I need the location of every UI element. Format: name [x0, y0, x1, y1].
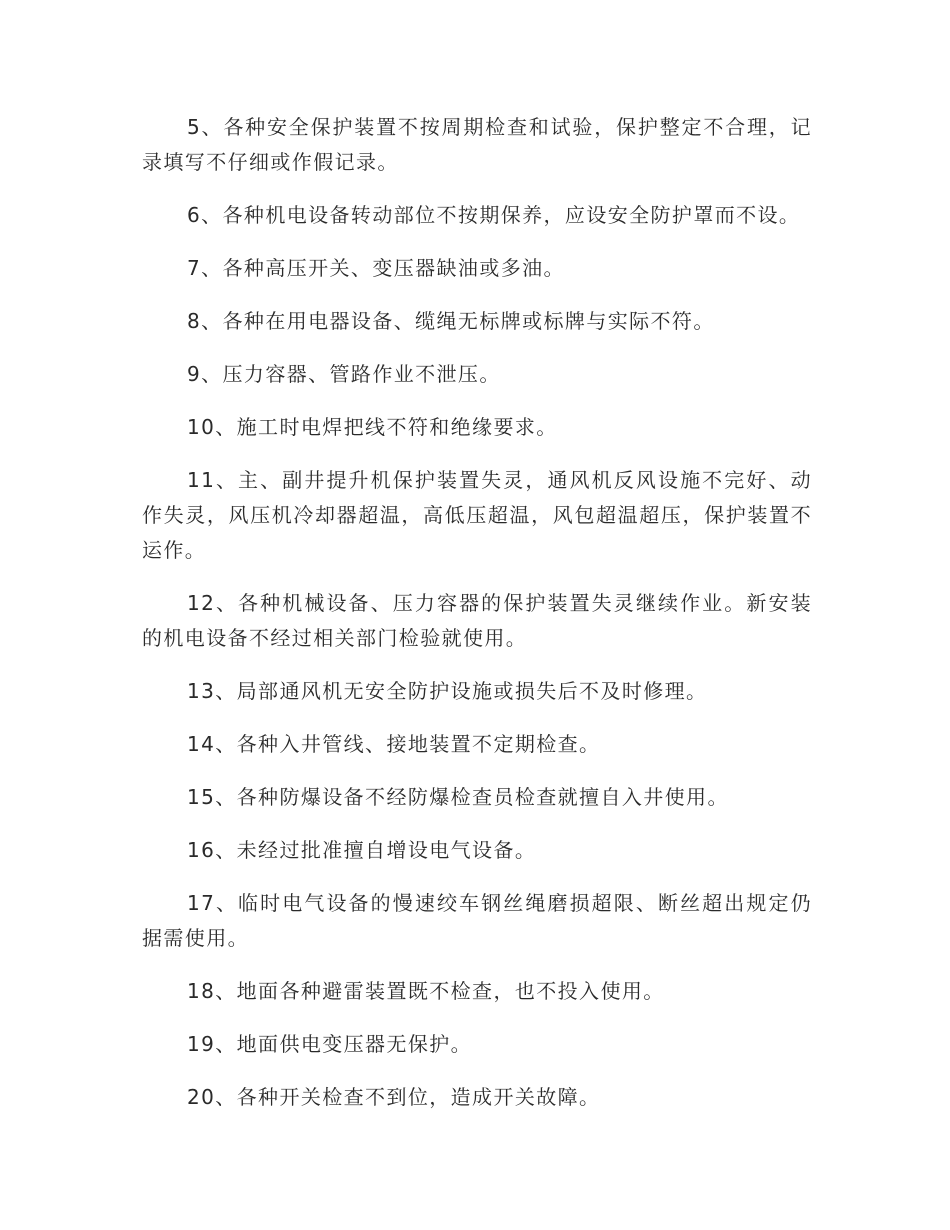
list-item-11: 11、主、副井提升机保护装置失灵，通风机反风设施不完好、动作失灵，风压机冷却器超温，高低压超温，风包超温超压，保护装置不运作。 — [142, 468, 812, 562]
list-item-18: 18、地面各种避雷装置既不检查，也不投入使用。 — [187, 979, 665, 1003]
list-item-14: 14、各种入井管线、接地装置不定期检查。 — [187, 732, 601, 756]
list-item-13: 13、局部通风机无安全防护设施或损失后不及时修理。 — [187, 679, 708, 703]
list-item-10: 10、施工时电焊把线不符和绝缘要求。 — [187, 415, 558, 439]
list-item-9: 9、压力容器、管路作业不泄压。 — [187, 362, 501, 386]
document-body — [142, 110, 812, 1133]
list-item-15: 15、各种防爆设备不经防爆检查员检查就擅自入井使用。 — [187, 785, 729, 809]
list-item-16: 16、未经过批准擅自增设电气设备。 — [187, 838, 537, 862]
list-item-20: 20、各种开关检查不到位，造成开关故障。 — [187, 1085, 601, 1109]
list-item-7: 7、各种高压开关、变压器缺油或多油。 — [187, 256, 565, 280]
list-item-17: 17、临时电气设备的慢速绞车钢丝绳磨损超限、断丝超出规定仍据需使用。 — [142, 891, 812, 950]
list-item-19: 19、地面供电变压器无保护。 — [187, 1032, 473, 1056]
list-item-6: 6、各种机电设备转动部位不按期保养，应设安全防护罩而不设。 — [187, 203, 801, 227]
list-item-8: 8、各种在用电器设备、缆绳无标牌或标牌与实际不符。 — [187, 309, 715, 333]
list-item-12: 12、各种机械设备、压力容器的保护装置失灵继续作业。新安装的机电设备不经过相关部门检验就使用。 — [142, 591, 812, 650]
list-item-5: 5、各种安全保护装置不按周期检查和试验，保护整定不合理，记录填写不仔细或作假记录。 — [142, 115, 812, 174]
